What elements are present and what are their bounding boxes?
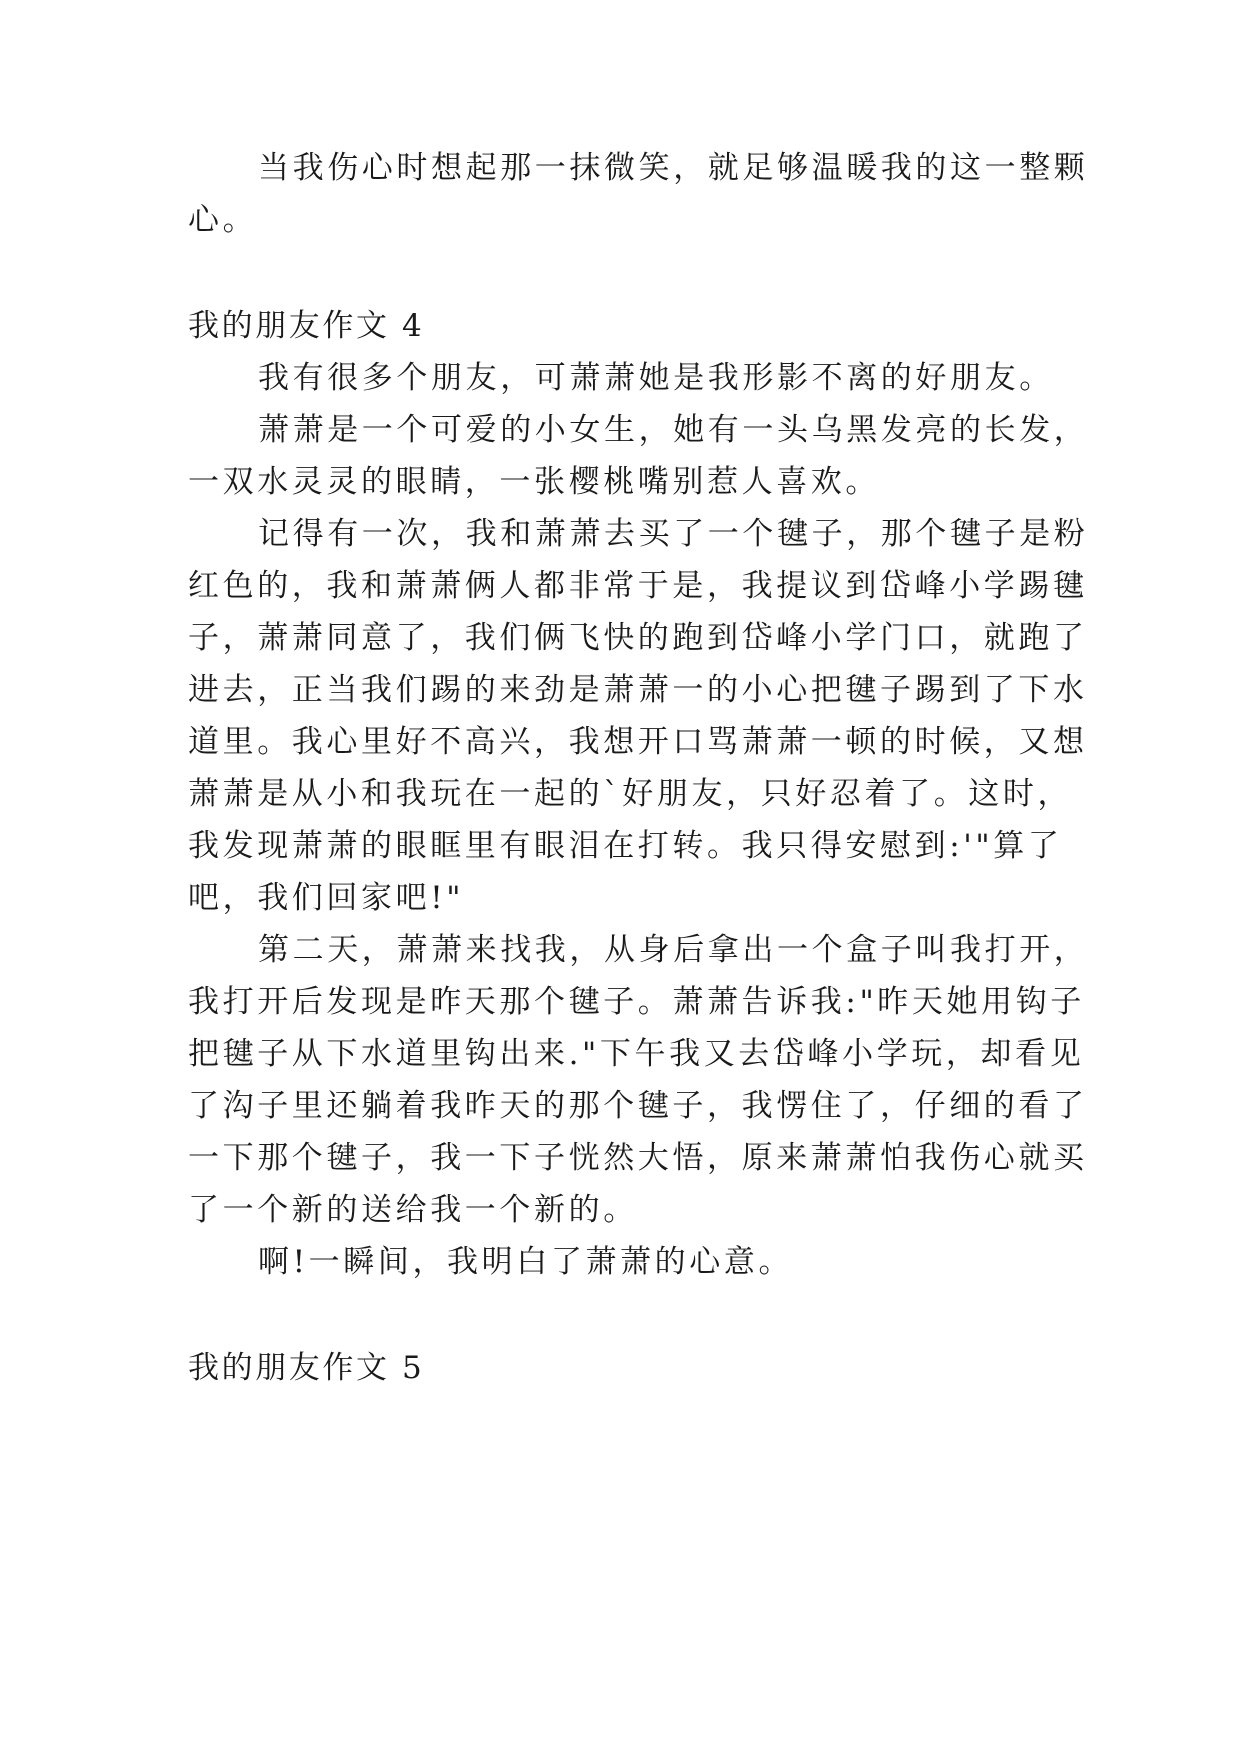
essay-heading: 我的朋友作文 5 [188, 1350, 425, 1386]
paragraph-line: 当我伤心时想起那一抹微笑，就足够温暖我的这一整颗 [258, 150, 1089, 186]
paragraph-line: 了一个新的送给我一个新的。 [188, 1192, 638, 1228]
paragraph-line: 心。 [188, 202, 258, 238]
paragraph-line: 一双水灵灵的眼睛，一张樱桃嘴别惹人喜欢。 [188, 464, 880, 500]
paragraph-line: 我有很多个朋友，可萧萧她是我形影不离的好朋友。 [258, 360, 1054, 396]
paragraph-line: 了沟子里还躺着我昨天的那个毽子，我愣住了，仔细的看了 [188, 1088, 1088, 1124]
paragraph-line: 记得有一次，我和萧萧去买了一个毽子，那个毽子是粉 [258, 516, 1089, 552]
paragraph-line: 一下那个毽子，我一下子恍然大悟，原来萧萧怕我伤心就买 [188, 1140, 1088, 1176]
paragraph-line: 道里。我心里好不高兴，我想开口骂萧萧一顿的时候，又想 [188, 724, 1088, 760]
paragraph-line: 把毽子从下水道里钩出来."下午我又去岱峰小学玩，却看见 [188, 1036, 1085, 1072]
paragraph-line: 子，萧萧同意了，我们俩飞快的跑到岱峰小学门口，就跑了 [188, 620, 1088, 656]
paragraph-line: 第二天，萧萧来找我，从身后拿出一个盒子叫我打开， [258, 932, 1089, 968]
paragraph-line: 啊!一瞬间，我明白了萧萧的心意。 [258, 1244, 794, 1280]
paragraph-line: 红色的，我和萧萧俩人都非常于是，我提议到岱峰小学踢毽 [188, 568, 1088, 604]
document-page [188, 0, 1089, 1754]
paragraph-line: 进去，正当我们踢的来劲是萧萧一的小心把毽子踢到了下水 [188, 672, 1088, 708]
paragraph-line: 我发现萧萧的眼眶里有眼泪在打转。我只得安慰到:'"算了 [188, 828, 1063, 864]
paragraph-line: 我打开后发现是昨天那个毽子。萧萧告诉我:"昨天她用钩子 [188, 984, 1085, 1020]
paragraph-line: 萧萧是从小和我玩在一起的`好朋友，只好忍着了。这时， [188, 776, 1073, 812]
paragraph-line: 吧，我们回家吧!" [188, 880, 465, 916]
essay-heading: 我的朋友作文 4 [188, 308, 425, 344]
paragraph-line: 萧萧是一个可爱的小女生，她有一头乌黑发亮的长发， [258, 412, 1089, 448]
